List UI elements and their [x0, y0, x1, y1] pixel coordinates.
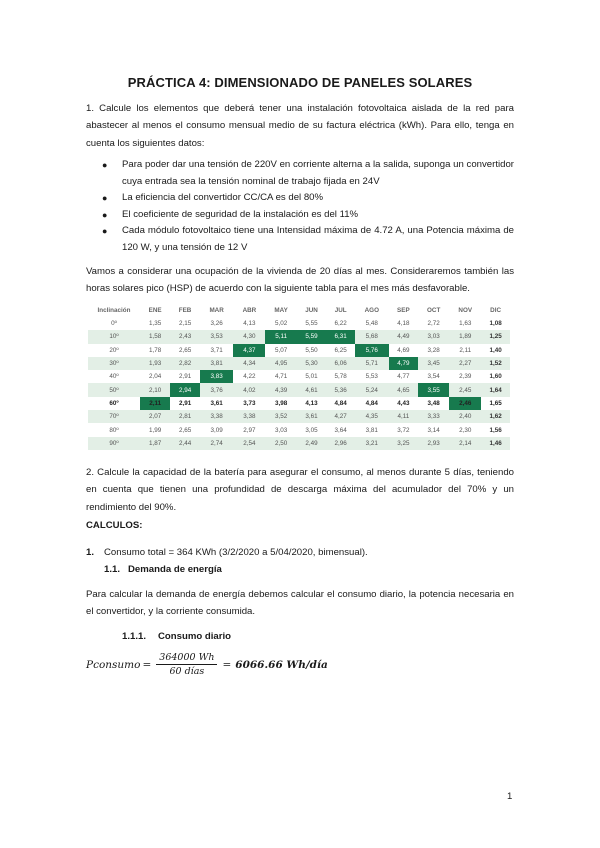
hsp-cell: 4,61: [297, 383, 327, 396]
hsp-cell: 4,37: [233, 344, 265, 357]
subheading-demanda: [104, 564, 222, 575]
hsp-cell: 4,77: [397, 373, 410, 381]
hsp-cell: 4,18: [397, 320, 410, 328]
hsp-cell: 1,64: [481, 383, 510, 396]
hsp-cell: 6,22: [334, 320, 347, 328]
table-row: [88, 410, 510, 423]
hsp-cell: 1,63: [459, 320, 472, 328]
hsp-cell: 2,11: [140, 397, 170, 410]
hsp-table: [88, 303, 510, 450]
header-cell: FEB: [178, 306, 192, 314]
inclination-cell: 30º: [88, 357, 140, 370]
hsp-cell: 3,21: [355, 437, 389, 450]
inclination-cell: 20º: [109, 346, 119, 354]
list-number: 1.1.1.: [122, 631, 147, 642]
inclination-cell: 0º: [111, 320, 117, 328]
hsp-cell: 4,35: [355, 410, 389, 423]
header-cell: SEP: [397, 306, 410, 314]
hsp-cell: 3,61: [210, 399, 223, 407]
table-row: [88, 370, 510, 383]
formula-lhs: Pconsumo: [86, 658, 141, 671]
hsp-cell: 1,52: [481, 357, 510, 370]
hsp-cell: 4,84: [334, 399, 347, 407]
hsp-cell: 4,30: [233, 330, 265, 343]
hsp-cell: 2,27: [449, 357, 481, 370]
table-row: [88, 383, 510, 396]
hsp-cell: 1,99: [149, 426, 162, 434]
hsp-cell: 1,62: [481, 410, 510, 423]
hsp-cell: 2,81: [170, 410, 200, 423]
hsp-cell: 4,84: [365, 399, 378, 407]
hsp-cell: 4,69: [397, 346, 410, 354]
table-row: [88, 437, 510, 450]
hsp-cell: 4,79: [389, 357, 419, 370]
hsp-cell: 2,11: [459, 346, 472, 354]
formula-fraction: [156, 652, 217, 677]
header-cell: ENE: [148, 306, 162, 314]
formula-denominator: 60 días: [169, 666, 205, 677]
hsp-cell: 2,39: [459, 373, 472, 381]
hsp-cell: 5,76: [355, 344, 389, 357]
formula-equals: =: [142, 658, 152, 671]
hsp-cell: 3,76: [200, 383, 234, 396]
hsp-cell: 2,97: [243, 426, 256, 434]
hsp-cell: 2,10: [140, 383, 170, 396]
inclination-cell: 90º: [88, 437, 140, 450]
hsp-cell: 1,35: [149, 320, 162, 328]
header-cell: Inclinación: [97, 306, 131, 314]
header-cell: DIC: [490, 306, 502, 314]
hsp-table-header-row: [88, 303, 510, 317]
hsp-cell: 5,01: [305, 373, 318, 381]
bullet-item: ● Para poder dar una tensión de 220V en corriente alterna a la salida, suponga un convertidor cuya entrada sea la tensión nominal de trabajo fijada en 24V: [102, 159, 514, 187]
bullet-icon: ●: [102, 193, 108, 204]
hsp-cell: 1,40: [489, 346, 502, 354]
hsp-cell: 6,06: [326, 357, 355, 370]
hsp-cell: 2,91: [178, 399, 192, 407]
hsp-cell: 3,72: [397, 426, 410, 434]
table-row: [88, 423, 510, 436]
bullet-item: ● La eficiencia del convertidor CC/CA es del 80%: [86, 190, 514, 207]
hsp-cell: 6,31: [326, 330, 355, 343]
hsp-cell: 2,82: [170, 357, 200, 370]
table-row: [88, 344, 510, 357]
list-number: 1.: [86, 547, 95, 558]
hsp-cell: 5,53: [365, 373, 378, 381]
hsp-cell: 4,22: [243, 373, 256, 381]
hsp-cell: 4,71: [274, 373, 288, 381]
hsp-cell: 5,68: [355, 330, 389, 343]
hsp-cell: 5,30: [297, 357, 327, 370]
table-row: [88, 397, 510, 410]
hsp-cell: 2,72: [427, 320, 440, 328]
hsp-cell: 1,89: [449, 330, 481, 343]
header-cell: NOV: [458, 306, 473, 314]
hsp-cell: 2,54: [233, 437, 265, 450]
hsp-cell: 5,07: [274, 346, 288, 354]
inclination-cell: 10º: [88, 330, 140, 343]
subheading-text: Consumo diario: [158, 631, 232, 642]
hsp-cell: 3,14: [427, 426, 440, 434]
hsp-cell: 6,25: [334, 346, 347, 354]
hsp-cell: 4,95: [265, 357, 296, 370]
header-cell: MAR: [209, 306, 224, 314]
hsp-cell: 5,55: [305, 320, 318, 328]
subheading-text: Demanda de energía: [128, 564, 222, 575]
subheading-consumo-diario: [122, 631, 231, 642]
hsp-cell: 2,15: [178, 320, 192, 328]
hsp-cell: 2,44: [170, 437, 200, 450]
hsp-cell: 2,07: [140, 410, 170, 423]
hsp-cell: 3,83: [200, 370, 234, 383]
list-item-1: [86, 547, 368, 558]
formula-result: 6066.66 Wh/día: [235, 658, 328, 671]
hsp-cell: 5,24: [355, 383, 389, 396]
hsp-cell: 4,39: [265, 383, 296, 396]
hsp-cell: 4,34: [233, 357, 265, 370]
hsp-cell: 1,65: [489, 399, 502, 407]
hsp-cell: 4,65: [389, 383, 419, 396]
header-cell: AGO: [364, 306, 379, 314]
inclination-cell: 80º: [109, 426, 119, 434]
hsp-cell: 2,50: [265, 437, 296, 450]
hsp-cell: 3,26: [210, 320, 223, 328]
page-number: 1: [507, 791, 513, 802]
hsp-cell: 5,11: [265, 330, 296, 343]
list-text: Consumo total = 364 KWh (3/2/2020 a 5/04/2020, bimensual).: [104, 547, 368, 558]
hsp-cell: 5,02: [274, 320, 288, 328]
header-cell: JUL: [334, 306, 347, 314]
header-cell: JUN: [305, 306, 318, 314]
hsp-cell: 5,71: [355, 357, 389, 370]
inclination-cell: 60º: [109, 399, 119, 407]
hsp-cell: 3,05: [305, 426, 318, 434]
consumo-formula: [86, 652, 328, 677]
hsp-cell: 1,60: [489, 373, 502, 381]
hsp-cell: 1,56: [489, 426, 502, 434]
hsp-cell: 2,40: [449, 410, 481, 423]
hsp-cell: 1,78: [149, 346, 162, 354]
hsp-cell: 3,54: [427, 373, 440, 381]
bullet-icon: ●: [102, 209, 108, 220]
hsp-cell: 2,30: [459, 426, 472, 434]
hsp-cell: 2,14: [449, 437, 481, 450]
hsp-cell: 2,93: [418, 437, 449, 450]
hsp-cell: 3,61: [297, 410, 327, 423]
hsp-cell: 3,38: [233, 410, 265, 423]
hsp-cell: 5,48: [365, 320, 378, 328]
inclination-cell: 40º: [109, 373, 119, 381]
hsp-cell: 2,04: [149, 373, 162, 381]
intro-paragraph: 1. Calcule los elementos que deberá tener una instalación fotovoltaica aislada de la red para abastecer al menos el consumo mensual medio de su factura eléctrica (kWh). Para ello, tenga en cuenta los siguientes datos:: [86, 103, 514, 149]
hsp-cell: 2,74: [200, 437, 234, 450]
hsp-cell: 3,52: [265, 410, 296, 423]
hsp-cell: 3,64: [334, 426, 347, 434]
table-row: [88, 330, 510, 343]
table-row: [88, 357, 510, 370]
header-cell: ABR: [242, 306, 257, 314]
bullet-item: ● Cada módulo fotovoltaico tiene una Intensidad máxima de 4.72 A, una Potencia máxima de 120 W, y una tensión de 12 V: [102, 225, 514, 253]
occupancy-paragraph: Vamos a considerar una ocupación de la vivienda de 20 días al mes. Consideraremos también las horas solares pico (HSP) de acuerdo con la siguiente tabla para el mes más desfavorable.: [86, 266, 514, 295]
inclination-cell: 70º: [88, 410, 140, 423]
hsp-cell: 2,46: [449, 397, 481, 410]
hsp-cell: 3,28: [427, 346, 440, 354]
hsp-cell: 1,08: [489, 320, 502, 328]
header-cell: MAY: [274, 306, 288, 314]
hsp-cell: 3,25: [389, 437, 419, 450]
calculos-heading: CALCULOS:: [86, 520, 143, 531]
inclination-cell: 50º: [88, 383, 140, 396]
header-cell: OCT: [427, 306, 441, 314]
data-bullet-list: [86, 157, 514, 257]
hsp-cell: 4,13: [243, 320, 256, 328]
hsp-cell: 2,65: [178, 426, 192, 434]
hsp-cell: 2,43: [170, 330, 200, 343]
hsp-cell: 2,94: [170, 383, 200, 396]
hsp-cell: 3,55: [418, 383, 449, 396]
energy-paragraph: Para calcular la demanda de energía debemos calcular el consumo diario, la potencia necesaria en el convertidor, y la corriente consumida.: [86, 589, 514, 618]
hsp-cell: 3,03: [418, 330, 449, 343]
hsp-cell: 2,91: [178, 373, 192, 381]
hsp-cell: 3,53: [200, 330, 234, 343]
hsp-cell: 4,13: [305, 399, 318, 407]
bullet-icon: ●: [102, 226, 108, 237]
hsp-cell: 3,33: [418, 410, 449, 423]
hsp-cell: 5,78: [334, 373, 347, 381]
formula-equals: =: [222, 658, 232, 671]
bullet-item: ● El coeficiente de seguridad de la instalación es del 11%: [86, 207, 514, 224]
hsp-cell: 4,49: [389, 330, 419, 343]
hsp-cell: 5,59: [297, 330, 327, 343]
hsp-cell: 1,46: [481, 437, 510, 450]
hsp-cell: 4,11: [389, 410, 419, 423]
hsp-cell: 2,45: [449, 383, 481, 396]
hsp-cell: 2,49: [297, 437, 327, 450]
hsp-cell: 5,36: [326, 383, 355, 396]
hsp-cell: 4,02: [233, 383, 265, 396]
hsp-cell: 1,87: [140, 437, 170, 450]
bullet-icon: ●: [102, 160, 108, 170]
hsp-cell: 2,65: [178, 346, 192, 354]
hsp-cell: 3,03: [274, 426, 288, 434]
hsp-cell: 3,81: [365, 426, 378, 434]
hsp-cell: 3,45: [418, 357, 449, 370]
hsp-cell: 3,38: [200, 410, 234, 423]
page-title: PRÁCTICA 4: DIMENSIONADO DE PANELES SOLARES: [127, 75, 473, 90]
hsp-cell: 3,98: [274, 399, 288, 407]
formula-numerator: 364000 Wh: [156, 652, 217, 665]
hsp-cell: 4,27: [326, 410, 355, 423]
hsp-cell: 2,96: [326, 437, 355, 450]
question-2-paragraph: 2. Calcule la capacidad de la batería para asegurar el consumo, al menos durante 5 días, teniendo en cuenta que tienen una profundidad de descarga máxima del acumulador del 70% y un rendimiento del 90%.: [86, 467, 514, 513]
hsp-cell: 1,93: [140, 357, 170, 370]
hsp-cell: 4,43: [397, 399, 410, 407]
list-number: 1.1.: [104, 564, 121, 575]
hsp-cell: 3,81: [200, 357, 234, 370]
hsp-cell: 5,50: [305, 346, 318, 354]
hsp-cell: 3,09: [210, 426, 223, 434]
hsp-cell: 1,25: [481, 330, 510, 343]
hsp-cell: 3,71: [210, 346, 223, 354]
hsp-cell: 1,58: [140, 330, 170, 343]
hsp-cell: 3,73: [243, 399, 256, 407]
table-row: [88, 317, 510, 330]
hsp-cell: 3,48: [427, 399, 440, 407]
